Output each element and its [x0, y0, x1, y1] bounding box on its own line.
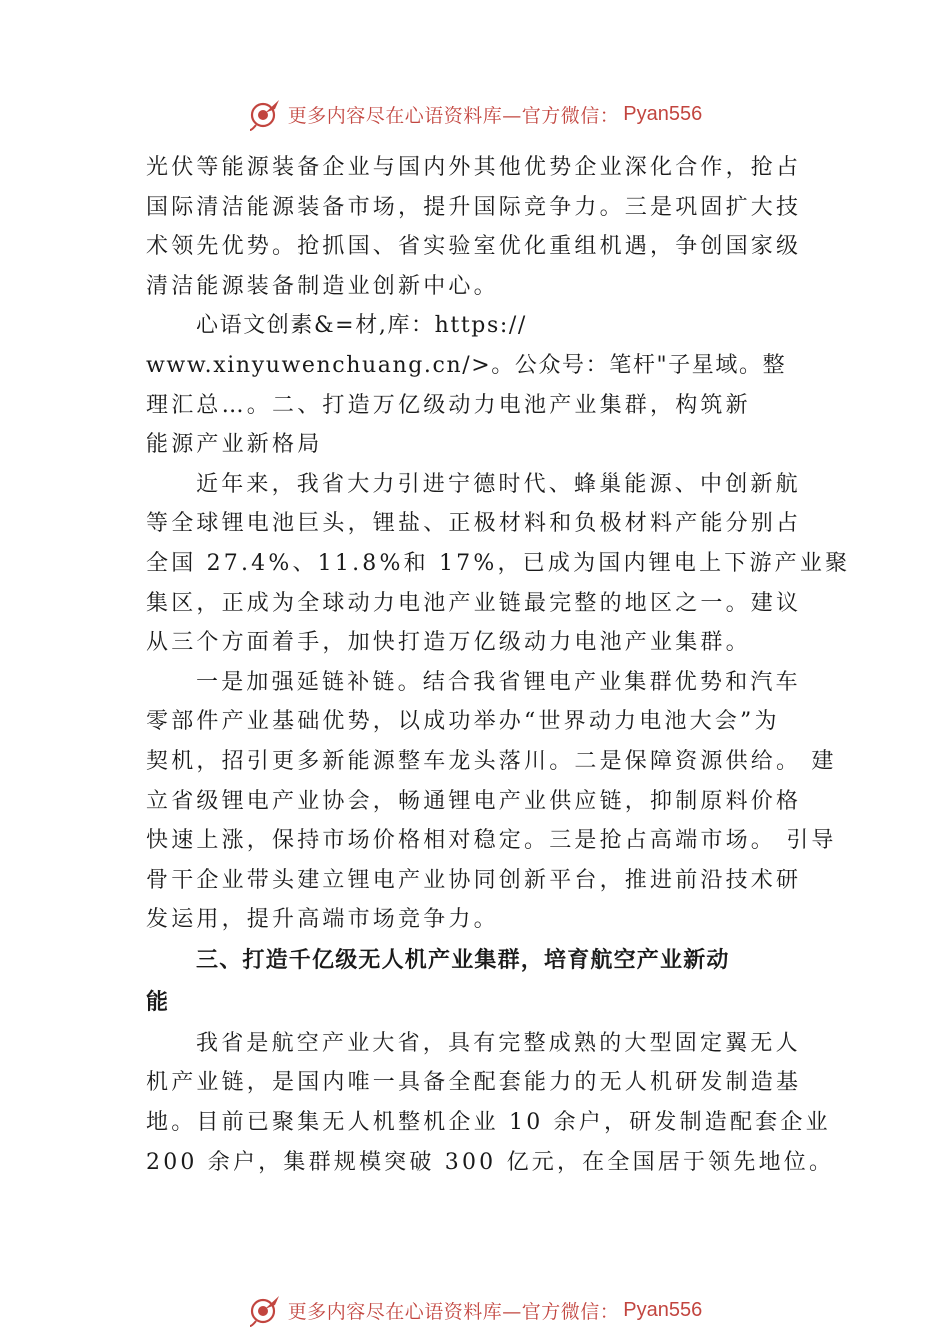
text-line: 200 余户，集群规模突破 300 亿元，在全国居于领先地位。: [146, 1149, 835, 1175]
feather-seal-icon: [248, 97, 282, 131]
text-line: 能源产业新格局: [146, 432, 323, 458]
text-line: 一是加强延链补链。结合我省锂电产业集群优势和汽车: [196, 669, 801, 695]
text-line: 机产业链，是国内唯一具备全配套能力的无人机研发制造基: [146, 1070, 802, 1096]
text-line: 契机，招引更多新能源整车龙头落川。二是保障资源供给。 建: [146, 748, 837, 774]
text-line: 从三个方面着手，加快打造万亿级动力电池产业集群。: [146, 630, 751, 656]
section-heading: 能: [146, 989, 170, 1015]
text-line: 清洁能源装备制造业创新中心。: [146, 273, 499, 299]
feather-seal-icon: [248, 1293, 282, 1327]
text-line: www.xinyuwenchuang.cn/>。公众号：笔杆"子星域。整: [146, 352, 787, 378]
header-banner: [0, 94, 950, 134]
text-line: 理汇总…。二、打造万亿级动力电池产业集群，构筑新: [146, 392, 751, 418]
text-line: 地。目前已聚集无人机整机企业 10 余户，研发制造配套企业: [146, 1110, 831, 1136]
text-line: 等全球锂电池巨头，锂盐、正极材料和负极材料产能分别占: [146, 511, 802, 537]
wechat-id: Pyan556: [623, 1298, 703, 1321]
text-line: 心语文创素&=材,库：https://: [196, 313, 527, 339]
text-line: 国际清洁能源装备市场，提升国际竞争力。三是巩固扩大技: [146, 194, 802, 220]
text-line: 立省级锂电产业协会，畅通锂电产业供应链，抑制原料价格: [146, 788, 802, 814]
text-line: 全国 27.4%、11.8%和 17%，已成为国内锂电上下游产业聚: [146, 550, 851, 576]
text-line: 快速上涨，保持市场价格相对稳定。三是抢占高端市场。 引导: [146, 828, 837, 854]
section-heading: 三、打造千亿级无人机产业集群，培育航空产业新动: [196, 947, 730, 973]
document-body: [146, 148, 851, 1182]
text-line: 零部件产业基础优势，以成功举办“世界动力电池大会”为: [146, 709, 780, 735]
text-line: 发运用，提升高端市场竞争力。: [146, 907, 499, 933]
text-line: 光伏等能源装备企业与国内外其他优势企业深化合作，抢占: [146, 155, 802, 180]
banner-text: 更多内容尽在心语资料库—官方微信：: [287, 1300, 620, 1323]
text-line: 集区，正成为全球动力电池产业链最完整的地区之一。建议: [146, 590, 802, 616]
text-line: 术领先优势。抢抓国、省实验室优化重组机遇，争创国家级: [146, 234, 802, 260]
text-line: 骨干企业带头建立锂电产业协同创新平台，推进前沿技术研: [146, 867, 802, 893]
banner-text: 更多内容尽在心语资料库—官方微信：: [287, 104, 620, 127]
text-line: 近年来，我省大力引进宁德时代、蜂巢能源、中创新航: [196, 471, 801, 497]
wechat-id: Pyan556: [623, 102, 703, 125]
footer-banner: [0, 1290, 950, 1330]
text-line: 我省是航空产业大省，具有完整成熟的大型固定翼无人: [196, 1030, 801, 1056]
